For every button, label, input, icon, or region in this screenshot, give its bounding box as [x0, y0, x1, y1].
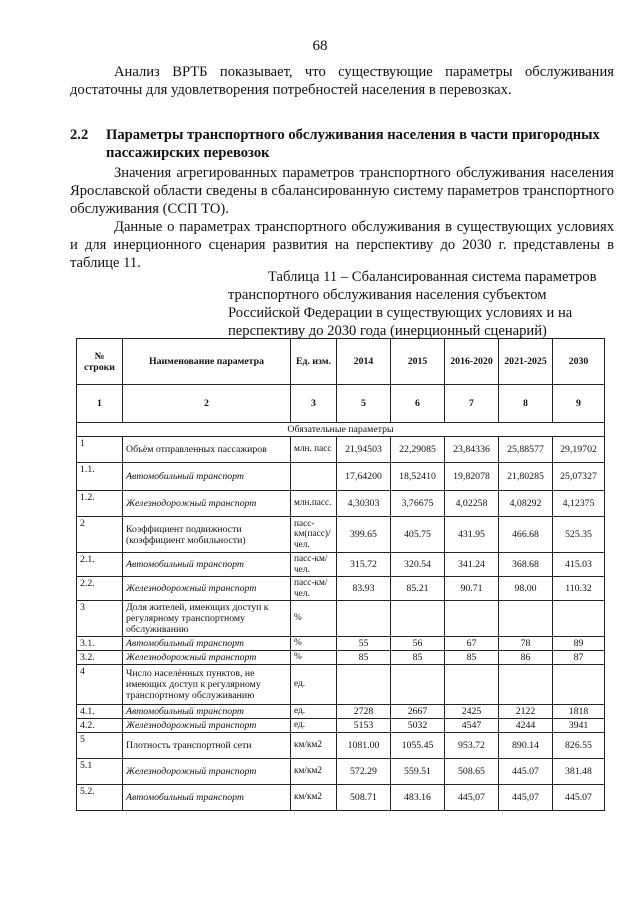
value-cell: 445.07	[499, 759, 553, 785]
header-cell: Наименование параметра	[123, 339, 291, 385]
parameter-name-cell: Автомобильный транспорт	[123, 463, 291, 491]
parameter-name-cell: Объём отправленных пассажиров	[123, 437, 291, 463]
value-cell: 98.00	[499, 577, 553, 601]
column-number-cell: 5	[337, 385, 391, 423]
caption-line3: Российской Федерации в существующих условиях и на	[228, 305, 573, 321]
value-cell: 1081.00	[337, 733, 391, 759]
value-cell: 21,80285	[499, 463, 553, 491]
section-title-row	[77, 423, 605, 437]
value-cell: 4,12375	[553, 491, 605, 517]
value-cell: 320.54	[391, 553, 445, 577]
value-cell: 572.29	[337, 759, 391, 785]
value-cell: 508.71	[337, 785, 391, 811]
value-cell	[553, 665, 605, 705]
parameter-name-cell: Автомобильный транспорт	[123, 553, 291, 577]
value-cell: 4547	[445, 719, 499, 733]
caption-line2: транспортного обслуживания населения субъектом	[228, 287, 547, 303]
value-cell: 22,29085	[391, 437, 445, 463]
table-row	[77, 601, 605, 637]
table-row	[77, 705, 605, 719]
parameter-name-cell: Железнодорожный транспорт	[123, 491, 291, 517]
parameter-name-cell: Доля жителей, имеющих доступ к регулярному транспортному обслуживанию	[123, 601, 291, 637]
row-number-cell: 1	[77, 437, 123, 463]
caption-line4: перспективу до 2030 года (инерционный сценарий)	[228, 323, 547, 339]
value-cell: 25,88577	[499, 437, 553, 463]
parameter-name-cell: Железнодорожный транспорт	[123, 719, 291, 733]
value-cell: 2122	[499, 705, 553, 719]
value-cell: 87	[553, 651, 605, 665]
header-cell: 2021-2025	[499, 339, 553, 385]
unit-cell: ед.	[291, 665, 337, 705]
value-cell: 4244	[499, 719, 553, 733]
intro-paragraph: Анализ ВРТБ показывает, что существующие параметры обслуживания достаточны для удовлетворения потребностей населения в перевозках.	[70, 64, 614, 98]
row-number-cell: 5.2.	[77, 785, 123, 811]
value-cell: 445,07	[499, 785, 553, 811]
parameter-name-cell: Железнодорожный транспорт	[123, 651, 291, 665]
table-row	[77, 759, 605, 785]
value-cell: 1818	[553, 705, 605, 719]
table-row	[77, 719, 605, 733]
row-number-cell: 2.2.	[77, 577, 123, 601]
value-cell: 466.68	[499, 517, 553, 553]
value-cell: 90.71	[445, 577, 499, 601]
value-cell	[499, 601, 553, 637]
value-cell	[391, 665, 445, 705]
table-row	[77, 553, 605, 577]
table-reference-paragraph: Данные о параметрах транспортного обслуживания в существующих условиях и для инерционного сценария развития на перспективу до 2030 г. представлены в таблице 11.	[70, 219, 614, 271]
unit-cell: ед.	[291, 705, 337, 719]
value-cell: 826.55	[553, 733, 605, 759]
table-row	[77, 491, 605, 517]
table-row	[77, 651, 605, 665]
row-number-cell: 2	[77, 517, 123, 553]
value-cell: 110.32	[553, 577, 605, 601]
row-number-cell: 3	[77, 601, 123, 637]
value-cell	[391, 601, 445, 637]
section-number: 2.2	[70, 127, 89, 143]
aggregated-parameters-paragraph: Значения агрегированных параметров транспортного обслуживания населения Ярославской области сведены в сбалансированную систему параметров транспортного обслуживания (ССП ТО).	[70, 165, 614, 217]
unit-cell: пасс-км/чел.	[291, 577, 337, 601]
column-number-cell: 8	[499, 385, 553, 423]
value-cell: 85	[391, 651, 445, 665]
section-title-line2: пассажирских перевозок	[106, 145, 270, 161]
header-cell: 2014	[337, 339, 391, 385]
value-cell	[337, 665, 391, 705]
value-cell: 19,82078	[445, 463, 499, 491]
row-number-cell: 5	[77, 733, 123, 759]
value-cell: 18,52410	[391, 463, 445, 491]
value-cell: 890.14	[499, 733, 553, 759]
column-number-cell: 3	[291, 385, 337, 423]
value-cell: 29,19702	[553, 437, 605, 463]
table-row	[77, 637, 605, 651]
unit-cell: км/км2	[291, 733, 337, 759]
parameter-name-cell: Плотность транспортной сети	[123, 733, 291, 759]
parameter-name-cell: Железнодорожный транспорт	[123, 759, 291, 785]
caption-line1: Таблица 11 – Сбалансированная система параметров	[268, 269, 597, 285]
value-cell	[445, 601, 499, 637]
parameter-name-cell: Число населённых пунктов, не имеющих доступ к регулярному транспортному обслуживанию	[123, 665, 291, 705]
table-header-row	[77, 339, 605, 385]
value-cell: 2667	[391, 705, 445, 719]
table-row	[77, 785, 605, 811]
value-cell: 4,02258	[445, 491, 499, 517]
parameter-name-cell: Автомобильный транспорт	[123, 705, 291, 719]
value-cell: 2425	[445, 705, 499, 719]
value-cell: 405.75	[391, 517, 445, 553]
row-number-cell: 3.1.	[77, 637, 123, 651]
row-number-cell: 5.1	[77, 759, 123, 785]
value-cell: 483.16	[391, 785, 445, 811]
section-title-cell: Обязательные параметры	[77, 423, 605, 437]
value-cell: 21,94503	[337, 437, 391, 463]
table-row	[77, 517, 605, 553]
table-row	[77, 733, 605, 759]
value-cell: 445,07	[445, 785, 499, 811]
value-cell	[337, 601, 391, 637]
value-cell: 315.72	[337, 553, 391, 577]
parameter-name-cell: Автомобильный транспорт	[123, 637, 291, 651]
table-row	[77, 437, 605, 463]
table-row	[77, 463, 605, 491]
value-cell: 2728	[337, 705, 391, 719]
value-cell: 953.72	[445, 733, 499, 759]
value-cell: 5153	[337, 719, 391, 733]
value-cell: 3,76675	[391, 491, 445, 517]
value-cell: 17,64200	[337, 463, 391, 491]
value-cell: 4,08292	[499, 491, 553, 517]
column-number-cell: 1	[77, 385, 123, 423]
row-number-cell: 4.1.	[77, 705, 123, 719]
unit-cell: %	[291, 637, 337, 651]
value-cell: 85	[445, 651, 499, 665]
value-cell: 85	[337, 651, 391, 665]
value-cell: 445.07	[553, 785, 605, 811]
table-row	[77, 665, 605, 705]
value-cell: 83.93	[337, 577, 391, 601]
value-cell: 25,07327	[553, 463, 605, 491]
value-cell	[445, 665, 499, 705]
row-number-cell: 2.1.	[77, 553, 123, 577]
row-number-cell: 4.2.	[77, 719, 123, 733]
value-cell: 508.65	[445, 759, 499, 785]
parameters-table	[76, 338, 605, 811]
parameter-name-cell: Железнодорожный транспорт	[123, 577, 291, 601]
row-number-cell: 1.2.	[77, 491, 123, 517]
header-cell: 2015	[391, 339, 445, 385]
value-cell: 86	[499, 651, 553, 665]
value-cell	[499, 665, 553, 705]
column-number-cell: 2	[123, 385, 291, 423]
value-cell: 5032	[391, 719, 445, 733]
table-caption	[228, 268, 616, 340]
value-cell: 23,84336	[445, 437, 499, 463]
value-cell: 431.95	[445, 517, 499, 553]
value-cell: 85.21	[391, 577, 445, 601]
row-number-cell: 4	[77, 665, 123, 705]
value-cell: 525.35	[553, 517, 605, 553]
value-cell: 55	[337, 637, 391, 651]
header-cell: Ед. изм.	[291, 339, 337, 385]
parameter-name-cell: Автомобильный транспорт	[123, 785, 291, 811]
parameter-name-cell: Коэффициент подвижности (коэффициент мобильности)	[123, 517, 291, 553]
column-number-row	[77, 385, 605, 423]
value-cell: 399.65	[337, 517, 391, 553]
value-cell: 559.51	[391, 759, 445, 785]
unit-cell: млн. пасс	[291, 437, 337, 463]
value-cell: 415.03	[553, 553, 605, 577]
value-cell: 368.68	[499, 553, 553, 577]
value-cell: 56	[391, 637, 445, 651]
value-cell	[553, 601, 605, 637]
unit-cell: млн.пасс.	[291, 491, 337, 517]
column-number-cell: 9	[553, 385, 605, 423]
header-cell: № строки	[77, 339, 123, 385]
value-cell: 78	[499, 637, 553, 651]
column-number-cell: 6	[391, 385, 445, 423]
column-number-cell: 7	[445, 385, 499, 423]
section-title-line1: Параметры транспортного обслуживания населения в части пригородных	[106, 127, 600, 143]
unit-cell: пасс-км/чел.	[291, 553, 337, 577]
header-cell: 2016-2020	[445, 339, 499, 385]
unit-cell: %	[291, 601, 337, 637]
unit-cell: ед.	[291, 719, 337, 733]
unit-cell: км/км2	[291, 759, 337, 785]
value-cell: 341.24	[445, 553, 499, 577]
section-heading	[70, 126, 618, 162]
value-cell: 1055.45	[391, 733, 445, 759]
value-cell: 3941	[553, 719, 605, 733]
header-cell: 2030	[553, 339, 605, 385]
value-cell: 67	[445, 637, 499, 651]
page-number: 68	[312, 38, 328, 54]
row-number-cell: 3.2.	[77, 651, 123, 665]
value-cell: 4,30303	[337, 491, 391, 517]
unit-cell	[291, 463, 337, 491]
unit-cell: %	[291, 651, 337, 665]
value-cell: 381.48	[553, 759, 605, 785]
unit-cell: пасс-км(пасс)/чел.	[291, 517, 337, 553]
value-cell: 89	[553, 637, 605, 651]
row-number-cell: 1.1.	[77, 463, 123, 491]
unit-cell: км/км2	[291, 785, 337, 811]
table-row	[77, 577, 605, 601]
